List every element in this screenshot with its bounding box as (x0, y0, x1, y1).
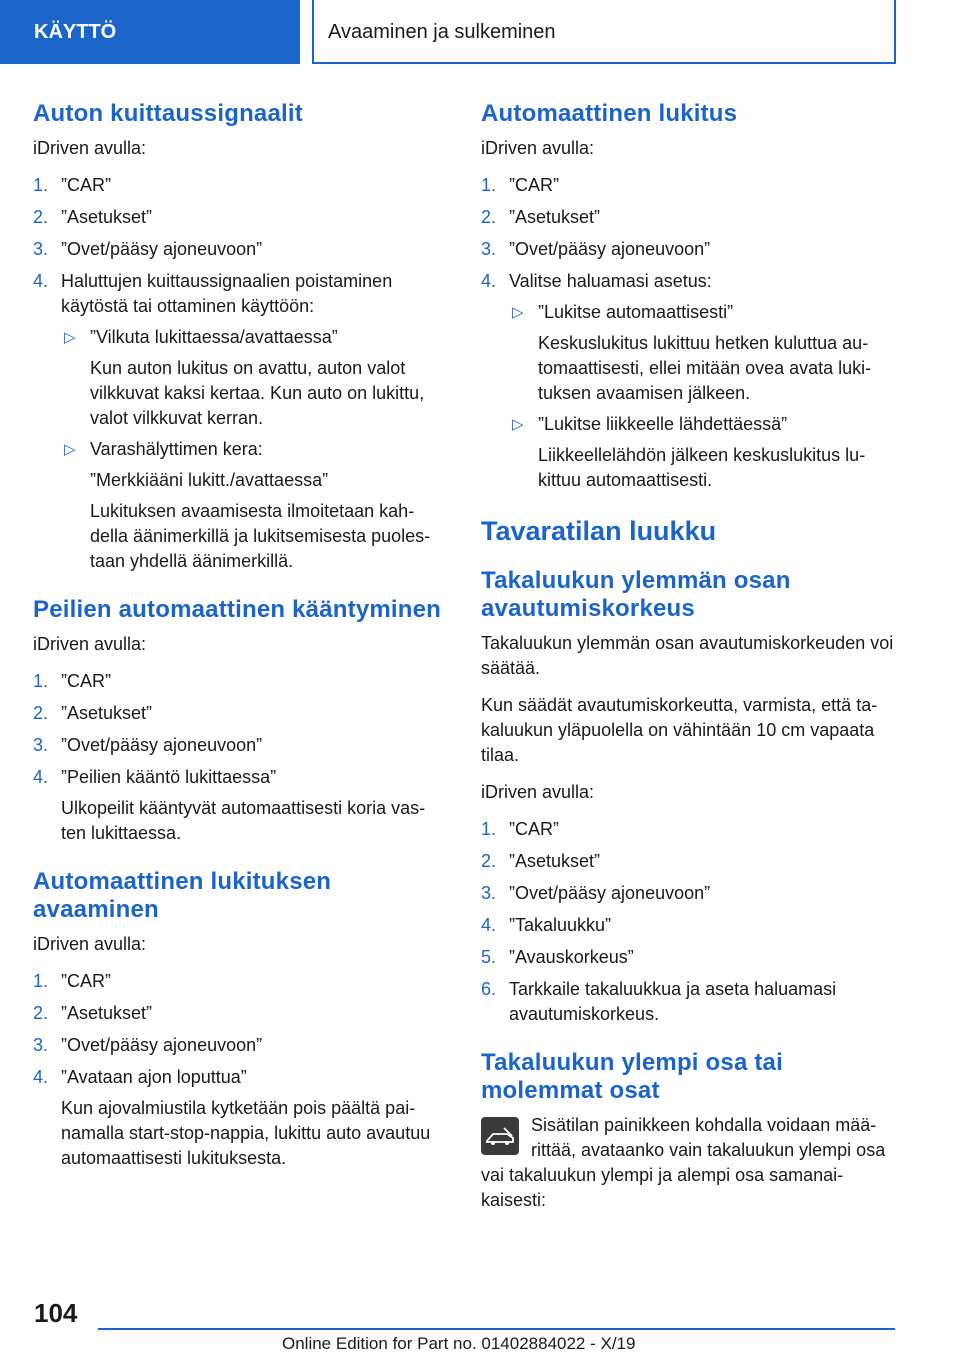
triangle-bullet-icon: ▷ (64, 329, 76, 346)
right-column (481, 100, 895, 1235)
option-item: ▷ ”Vilkuta lukittaessa/avattaessa” Kun auton lukitus on avattu, auton valot vilkkuvat kaksi kertaa. Kun auto on lukittu, valot vilkkuvat kerran. (64, 327, 425, 428)
section-signals (33, 100, 443, 574)
list-item: 4. Haluttujen kuittaussignaalien poistaminen käytöstä tai ottaminen käyttöön: ▷ ”Vilkuta lukittaessa/avattaessa” Kun auton lukitus on avattu, auton valot vilkkuvat kaksi kertaa. Kun auto on lukittu, valot vilkkuvat kerran. ▷ Varashälyttimen kera: ”Merkkiääni lukitt./avattaessa” Lukituksen avaamisesta ilmoitetaan kahdella äänimerkillä ja lukitsemisesta puolestaan yhdellä äänimerkillä. (33, 269, 443, 574)
footer-divider (98, 1328, 895, 1330)
step-list (481, 817, 895, 1027)
list-item: 3. ”Ovet/pääsy ajoneuvoon” (33, 1035, 263, 1055)
list-item: 4. ”Takaluukku” (481, 915, 612, 935)
option-item: ▷ Varashälyttimen kera: ”Merkkiääni lukitt./avattaessa” Lukituksen avaamisesta ilmoitetaan kahdella äänimerkillä ja lukitsemisesta puolestaan yhdellä äänimerkillä. (64, 439, 431, 571)
triangle-bullet-icon: ▷ (64, 441, 76, 458)
list-item: 2. ”Asetukset” (33, 1003, 153, 1023)
option-item: ▷ ”Lukitse liikkeelle lähdettäessä” Liikkeellelähdön jälkeen keskuslukitus lukittuu automaattisesti. (512, 414, 866, 490)
intro-text: iDriven avulla: (33, 138, 147, 158)
list-item: 2. ”Asetukset” (481, 207, 601, 227)
list-item: 2. ”Asetukset” (33, 207, 153, 227)
section-heading: Peilien automaattinen kääntyminen (33, 596, 442, 623)
intro-text: iDriven avulla: (481, 782, 595, 802)
list-item: 6. Tarkkaile takaluukkua ja aseta haluamasi avautumiskorkeus. (481, 979, 837, 1024)
section-heading: Automaattinen lukitus (481, 100, 738, 127)
list-item: 4. ”Peilien kääntö lukittaessa” Ulkopeilit kääntyvät automaattisesti koria vasten lukittaessa. (33, 765, 443, 846)
intro-text: iDriven avulla: (481, 138, 595, 158)
step-list (33, 173, 443, 574)
step-list (481, 173, 895, 493)
option-list (61, 325, 443, 574)
step-list (33, 669, 443, 846)
intro-text: iDriven avulla: (33, 634, 147, 654)
step-list (33, 969, 443, 1171)
list-item: 1. ”CAR” (33, 971, 111, 991)
paragraph: Kun säädät avautumiskorkeutta, varmista, että takaluukun yläpuolella on vähintään 10 cm vapaata tilaa. (481, 695, 878, 765)
list-item: 4. ”Avataan ajon loputtua” Kun ajovalmiustila kytketään pois päältä painamalla start-stop-nappia, lukittu auto avautuu automaattisesti lukituksesta. (33, 1065, 443, 1171)
chapter-tab: KÄYTTÖ (0, 0, 300, 64)
edition-text: Online Edition for Part no. 01402884022 - X/19 (282, 1334, 636, 1353)
step-description: Kun ajovalmiustila kytketään pois päältä painamalla start-stop-nappia, lukittu auto avautuu automaattisesti lukituksesta. (61, 1098, 431, 1168)
list-item: 1. ”CAR” (33, 671, 111, 691)
section-opening-height (481, 567, 895, 1027)
main-heading: Tavaratilan luukku (481, 516, 717, 546)
list-item: 1. ”CAR” (33, 175, 111, 195)
list-item: 2. ”Asetukset” (481, 851, 601, 871)
paragraph: Sisätilan painikkeen kohdalla voidaan määrittää, avataanko vain takaluukun ylempi osa vai takaluukun ylempi ja alempi osa samanaikaisesti: (481, 1115, 886, 1210)
section-heading: Auton kuittaussignaalit (33, 100, 303, 127)
list-item: 3. ”Ovet/pääsy ajoneuvoon” (33, 239, 263, 259)
page-title: Avaaminen ja sulkeminen (312, 0, 896, 64)
list-item: 3. ”Ovet/pääsy ajoneuvoon” (481, 883, 711, 903)
section-upper-or-both (481, 1049, 895, 1213)
triangle-bullet-icon: ▷ (512, 304, 524, 321)
list-item: 3. ”Ovet/pääsy ajoneuvoon” (481, 239, 711, 259)
list-item: 2. ”Asetukset” (33, 703, 153, 723)
list-item: 4. Valitse haluamasi asetus: ▷ ”Lukitse automaattisesti” Keskuslukitus lukittuu hetken kuluttua automaattisesti, ellei mitään ovea avata lukituksen avaamisen jälkeen. ▷ ”Lukitse liikkeelle lähdettäessä” Liikkeellelähdön jälkeen keskuslukitus lukittuu automaattisesti. (481, 269, 895, 493)
list-item: 5. ”Avauskorkeus” (481, 947, 634, 967)
section-auto-lock (481, 100, 895, 493)
tailgate-button-icon (481, 1117, 519, 1155)
section-auto-unlock (33, 868, 443, 1171)
section-heading: Automaattinen lukituksen avaaminen (33, 868, 332, 923)
triangle-bullet-icon: ▷ (512, 416, 524, 433)
page-number: 104 (34, 1298, 78, 1328)
list-item: 1. ”CAR” (481, 819, 559, 839)
intro-text: iDriven avulla: (33, 934, 147, 954)
left-column (33, 100, 443, 1193)
section-mirrors (33, 596, 443, 846)
paragraph: Takaluukun ylemmän osan avautumiskorkeuden voi säätää. (481, 633, 894, 678)
list-item: 3. ”Ovet/pääsy ajoneuvoon” (33, 735, 263, 755)
step-description: Ulkopeilit kääntyvät automaattisesti koria vasten lukittaessa. (61, 798, 426, 843)
list-item: 1. ”CAR” (481, 175, 559, 195)
section-heading: Takaluukun ylempi osa tai molemmat osat (481, 1049, 783, 1104)
option-list (509, 300, 895, 493)
section-heading: Takaluukun ylemmän osan avautumiskorkeus (481, 567, 791, 622)
option-item: ▷ ”Lukitse automaattisesti” Keskuslukitus lukittuu hetken kuluttua automaattisesti, ellei mitään ovea avata lukituksen avaamisen jälkeen. (512, 302, 872, 403)
